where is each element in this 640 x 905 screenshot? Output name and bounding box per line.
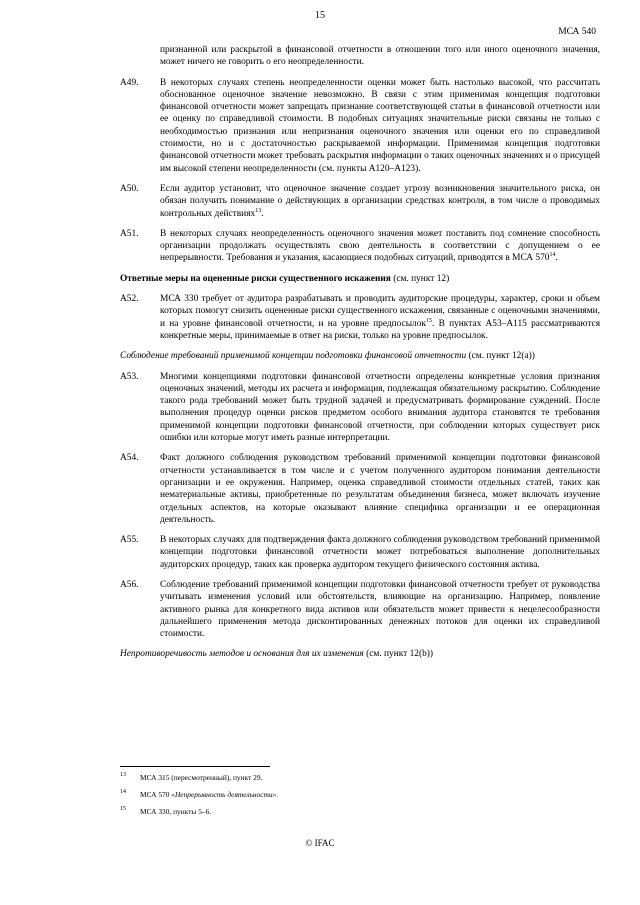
paragraph-number: A49.: [120, 77, 139, 88]
paragraph-number: A54.: [120, 453, 139, 464]
footnote-15: [120, 806, 540, 817]
paragraph-a51: [120, 228, 600, 265]
footnote-14: [120, 789, 540, 800]
paragraph-a53: [120, 371, 600, 445]
footnote-divider: [120, 766, 270, 767]
paragraph-a54: [120, 452, 600, 526]
footnote-number: 13: [120, 772, 126, 778]
paragraph-number: A55.: [120, 535, 139, 546]
lead-paragraph: [120, 44, 600, 69]
footnote-text: МСА 570 «Непрерывность деятельности».: [140, 790, 279, 799]
paragraph-text: В некоторых случаях для подтверждения факта должного соблюдения руководством требований применимой концепции подготовки финансовой отчетности может потребоваться выполнение дополнительных аудиторских процедур, таких как проверка аудитором текущего физического состояния актива.: [160, 535, 600, 570]
subsection-heading-consistency: Непротиворечивость методов и основания для их изменения (см. пункт 12(b)): [120, 649, 434, 660]
lead-text: признанной или раскрытой в финансовой отчетности в отношении того или иного оценочного значения, может ничего не говорить о его неопределенности.: [160, 45, 600, 68]
paragraph-number: A52.: [120, 294, 139, 305]
standard-label: МСА 540: [558, 27, 596, 37]
footnote-number: 14: [120, 789, 126, 795]
footnote-ref[interactable]: 15: [425, 317, 432, 324]
footnotes: [120, 772, 540, 823]
paragraph-a49: [120, 77, 600, 175]
document-body: [120, 44, 600, 669]
paragraph-number: A50.: [120, 183, 139, 194]
paragraph-text: Факт должного соблюдения руководством требований применимой концепции подготовки финансовой отчетности устанавливается в том числе и с учетом полученного аудитором понимания деятельности организации и ее окружения. Например, оценка справедливой стоимости отдельных статей, таких как нематериальные активы, приобретенные по результатам объединения бизнеса, может включать изучение отдельных аспектов, на которые оказывают влияние специфика организации и ее операционная деятельность.: [160, 453, 600, 525]
section-heading-responses: Ответные меры на оцененные риски существенного искажения (см. пункт 12): [120, 273, 450, 284]
paragraph-text: Соблюдение требований применимой концепции подготовки финансовой отчетности требует от руководства учитывать изменения условий или обстоятельств, влияющие на организацию. Например, появление активного рынка для конкретного вида активов или обязательств может привести к нецелесообразности дальнейшего применения метода дисконтированных денежных потоков для оценки их справедливой стоимости.: [160, 579, 600, 640]
paragraph-text: В некоторых случаях степень неопределенности оценки может быть настолько высокой, что рассчитать обоснованное оценочное значение невозможно. В связи с этим применимая концепция подготовки финансовой отчетности может запрещать признание соответствующей статьи в финансовой отчетности или ее оценку по справедливой стоимости. В подобных ситуациях значительные риски связаны не только с необходимостью признания или непризнания оценочного значения или оценки его по справедливой стоимости, но и с достаточностью раскрываемой информации. Применимая концепция подготовки финансовой отчетности может требовать раскрытия информации о таких оценочных значениях и о присущей им высокой степени неопределенности (см. пункты A120–A123).: [160, 77, 600, 174]
paragraph-text: Многими концепциями подготовки финансовой отчетности определены конкретные условия признания оценочных значений, методы их расчета и информация, подлежащая обязательному раскрытию. Соблюдение такого рода требований может быть трудной задачей и предусматривать формирование суждений. После выполнения процедур оценки рисков предметом особого внимания аудитора становятся те требования применимой концепции подготовки финансовой отчетности, при соблюдении которых существует риск ошибки или которые могут иметь разные интерпретации.: [160, 371, 600, 444]
footnote-ref[interactable]: 13: [255, 207, 262, 214]
page-number: 15: [315, 10, 325, 21]
paragraph-text: Если аудитор установит, что оценочное значение создает угрозу возникновения значительного риска, он обязан получить понимание о действующих в организации средствах контроля, в том числе о проводимых контрольных действиях$^{13}$.: [160, 183, 600, 219]
footnote-number: 15: [120, 806, 126, 812]
footnote-ref[interactable]: 14: [549, 252, 556, 259]
paragraph-text: В некоторых случаях неопределенность оценочного значения может поставить под сомнение способность организации продолжать осуществлять свою деятельность в соответствии с допущением о ее непрерывности. Требования и указания, касающиеся подобных ситуаций, приводятся в МСА $570^{14}$.: [160, 228, 600, 264]
paragraph-a55: [120, 534, 600, 571]
paragraph-number: A53.: [120, 371, 139, 382]
footnote-text: МСА 315 (пересмотренный), пункт 29.: [140, 773, 263, 782]
paragraph-number: A51.: [120, 228, 139, 239]
subsection-heading-compliance: Соблюдение требований применимой концепции подготовки финансовой отчетности (см. пункт 12(a)): [120, 351, 535, 362]
paragraph-a56: [120, 579, 600, 640]
paragraph-text: МСА 330 требует от аудитора разрабатывать и проводить аудиторские процедуры, характер, сроки и объем которых помогут снизить оцененные риски существенного искажения, связанные с оценочными значениями, и на уровне финансовой отчетности, и на уровне предпосылок$^{15}$. В пунктах A53–A115 рассматриваются конкретные меры, принимаемые в ответ на риски, только на уровне предпосылок.: [160, 294, 601, 341]
paragraph-number: A56.: [120, 579, 139, 590]
paragraph-a52: [120, 293, 600, 342]
footnote-text: МСА 330, пункты 5–6.: [140, 807, 212, 816]
paragraph-a50: [120, 183, 600, 220]
copyright-footer: © IFAC: [305, 838, 335, 848]
footnote-13: [120, 772, 540, 783]
